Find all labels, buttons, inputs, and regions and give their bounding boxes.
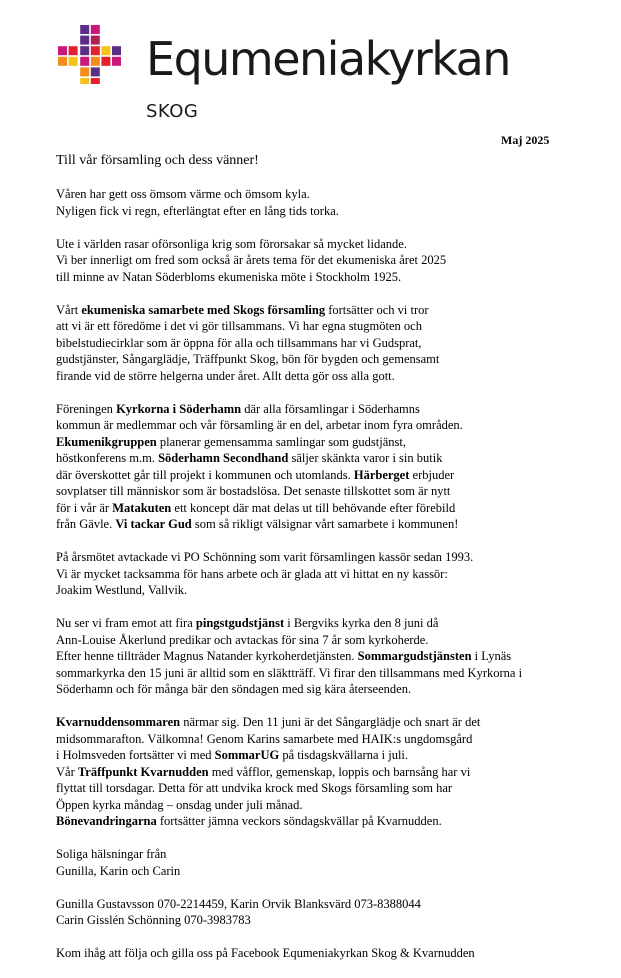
text-line bbox=[56, 351, 616, 368]
letter-body bbox=[56, 186, 616, 978]
text-segment: Carin Gisslén Schönning 070-3983783 bbox=[56, 913, 251, 927]
text-segment: Joakim Westlund, Vallvik. bbox=[56, 583, 188, 597]
text-segment: flyttat till torsdagar. Detta för att undvika krock med Skogs församling som har bbox=[56, 781, 453, 795]
text-segment: närmar sig. Den 11 juni är det Sångarglädje och snart är det bbox=[180, 715, 481, 729]
text-line bbox=[56, 302, 616, 319]
letter-date: Maj 2025 bbox=[501, 133, 550, 147]
text-line bbox=[56, 714, 616, 731]
text-line bbox=[56, 417, 616, 434]
brand-name: Equmeniakyrkan bbox=[146, 32, 510, 86]
logo-square bbox=[91, 67, 100, 76]
text-segment: På årsmötet avtackade vi PO Schönning som varit församlingen kassör sedan 1993. bbox=[56, 550, 474, 564]
text-segment: på tisdagskvällarna i juli. bbox=[279, 748, 409, 762]
text-segment: firande vid de större helgerna under året. Allt detta gör oss alla gott. bbox=[56, 368, 395, 383]
text-segment: planerar gemensamma samlingar som gudstjänst, bbox=[156, 434, 406, 449]
letter-paragraph bbox=[56, 896, 616, 929]
text-line bbox=[56, 665, 616, 682]
text-line bbox=[56, 368, 616, 385]
text-line bbox=[56, 549, 616, 566]
text-line bbox=[56, 516, 616, 533]
text-segment: sovplatser till människor som är bostadslösa. Det senaste tillskottet som är nytt bbox=[56, 484, 451, 498]
text-segment: i Holmsveden fortsätter vi med bbox=[56, 748, 215, 762]
text-segment: Söderhamn och för många bär den söndagen med sig kära återseenden. bbox=[56, 682, 412, 696]
text-line bbox=[56, 780, 616, 797]
logo-square bbox=[80, 46, 89, 55]
text-line bbox=[56, 615, 616, 632]
text-segment: Vi är mycket tacksamma för hans arbete och är glada att vi hittat en ny kassör: bbox=[56, 566, 448, 581]
text-segment: där överskottet går till projekt i kommunen och utomlands. bbox=[56, 467, 354, 482]
text-line bbox=[56, 896, 616, 913]
bold-text: Träffpunkt Kvarnudden bbox=[77, 764, 209, 779]
letter-paragraph bbox=[56, 945, 616, 962]
text-segment: Ann-Louise Åkerlund predikar och avtackas för sina 7 år som kyrkoherde. bbox=[56, 632, 429, 647]
bold-text: Sommargudstjänsten bbox=[357, 649, 472, 663]
bold-text: Matakuten bbox=[112, 500, 172, 515]
text-segment: erbjuder bbox=[409, 467, 455, 482]
letter-paragraph bbox=[56, 549, 616, 599]
text-segment: sommarkyrka den 15 juni är alltid som en släktträff. Vi firar den tillsammans med Kyrkorna i bbox=[56, 665, 523, 680]
text-segment: midsommarafton. Välkomna! Genom Karins samarbete med HAIK:s ungdomsgård bbox=[56, 731, 473, 746]
letter-paragraph bbox=[56, 186, 616, 219]
text-line bbox=[56, 236, 616, 253]
logo-square bbox=[80, 36, 89, 45]
logo-square bbox=[112, 57, 121, 66]
logo-square bbox=[91, 36, 100, 45]
text-segment: för i vår är bbox=[56, 500, 113, 515]
text-line bbox=[56, 434, 616, 451]
text-segment: i Lynäs bbox=[471, 649, 512, 663]
text-segment: som så rikligt välsignar vårt samarbete i kommunen! bbox=[191, 517, 459, 531]
text-segment: Öppen kyrka måndag – onsdag under juli månad. bbox=[56, 797, 303, 812]
text-segment: Föreningen bbox=[56, 401, 117, 416]
text-segment: i Bergviks kyrka den 8 juni då bbox=[284, 616, 439, 630]
logo-square bbox=[58, 46, 67, 55]
logo-square bbox=[91, 25, 100, 34]
letter-paragraph bbox=[56, 302, 616, 385]
text-segment: Vårt bbox=[56, 302, 82, 317]
text-segment: ett koncept där mat delas ut till behövande efter förebild bbox=[171, 500, 456, 515]
bold-text: Kyrkorna i Söderhamn bbox=[116, 401, 242, 416]
text-line bbox=[56, 747, 616, 764]
text-segment: från Gävle. bbox=[56, 517, 116, 531]
text-line bbox=[56, 335, 616, 352]
bold-text: Ekumenikgruppen bbox=[56, 434, 157, 449]
text-segment: Nyligen fick vi regn, efterlängtat efter en lång tids torka. bbox=[56, 203, 339, 218]
text-line bbox=[56, 648, 616, 665]
text-line bbox=[56, 912, 616, 929]
text-line bbox=[56, 483, 616, 500]
text-line bbox=[56, 945, 616, 962]
logo-square bbox=[91, 78, 100, 84]
text-segment: fortsätter och vi tror bbox=[325, 302, 429, 317]
text-segment: Ute i världen rasar oförsonliga krig som förorsakar så mycket lidande. bbox=[56, 236, 407, 251]
text-line bbox=[56, 813, 616, 830]
logo-square bbox=[91, 46, 100, 55]
text-line bbox=[56, 467, 616, 484]
bold-text: ekumeniska samarbete med Skogs församling bbox=[81, 302, 326, 317]
logo-square bbox=[69, 57, 78, 66]
letter-paragraph bbox=[56, 846, 616, 879]
text-line bbox=[56, 846, 616, 863]
text-line bbox=[56, 566, 616, 583]
text-line bbox=[56, 681, 616, 698]
text-line bbox=[56, 863, 616, 880]
bold-text: Härberget bbox=[353, 467, 410, 482]
text-segment: Vi ber innerligt om fred som också är årets tema för det ekumeniska året 2025 bbox=[56, 253, 447, 267]
logo-square bbox=[80, 57, 89, 66]
text-line bbox=[56, 186, 616, 203]
brand-subtitle: SKOG bbox=[146, 101, 199, 122]
text-segment: bibelstudiecirklar som är öppna för alla och tillsammans har vi Gudsprat, bbox=[56, 335, 422, 350]
bold-text: pingstgudstjänst bbox=[195, 616, 285, 630]
logo-square bbox=[101, 57, 110, 66]
logo-square bbox=[91, 57, 100, 66]
text-line bbox=[56, 500, 616, 517]
bold-text: Bönevandringarna bbox=[56, 814, 157, 828]
letter-paragraph bbox=[56, 236, 616, 286]
text-segment: fortsätter jämna veckors söndagskvällar på Kvarnudden. bbox=[156, 814, 442, 828]
text-line bbox=[56, 318, 616, 335]
bold-text: Kvarnuddensommaren bbox=[56, 715, 181, 729]
logo-square bbox=[69, 46, 78, 55]
bold-text: Vi tackar Gud bbox=[115, 517, 192, 531]
text-line bbox=[56, 797, 616, 814]
text-segment: kommun är medlemmar och vår församling är en del, arbetar inom fyra områden. bbox=[56, 418, 463, 432]
logo-square bbox=[80, 25, 89, 34]
text-line bbox=[56, 401, 616, 418]
logo-square bbox=[80, 67, 89, 76]
logo-square bbox=[58, 57, 67, 66]
equmeniakyrkan-cross-logo-icon bbox=[56, 24, 136, 84]
letter-paragraph bbox=[56, 401, 616, 533]
text-segment: säljer skänkta varor i sin butik bbox=[288, 451, 443, 465]
text-segment: gudstjänster, Sångarglädje, Träffpunkt Skog, bön för bygden och gemensamt bbox=[56, 352, 440, 366]
text-line bbox=[56, 632, 616, 649]
letter-paragraph bbox=[56, 714, 616, 830]
bold-text: SommarUG bbox=[214, 748, 280, 762]
logo-square bbox=[80, 78, 89, 84]
text-segment: Gunilla Gustavsson 070-2214459, Karin Orvik Blanksvärd 073-8388044 bbox=[56, 896, 421, 911]
text-line bbox=[56, 269, 616, 286]
text-segment: Kom ihåg att följa och gilla oss på Facebook Equmeniakyrkan Skog & Kvarnudden bbox=[56, 946, 475, 960]
text-segment: att vi är ett föredöme i det vi gör tillsammans. Vi har egna stugmöten och bbox=[56, 319, 422, 333]
text-line bbox=[56, 203, 616, 220]
text-segment: höstkonferens m.m. bbox=[56, 451, 159, 465]
text-segment: där alla församlingar i Söderhamns bbox=[241, 401, 420, 416]
text-segment: Vår bbox=[56, 764, 78, 779]
letter-greeting: Till vår församling och dess vänner! bbox=[56, 153, 259, 168]
letter-paragraph bbox=[56, 615, 616, 698]
text-segment: Soliga hälsningar från bbox=[56, 847, 167, 861]
text-segment: Våren har gett oss ömsom värme och ömsom kyla. bbox=[56, 187, 310, 201]
text-line bbox=[56, 764, 616, 781]
logo-square bbox=[112, 46, 121, 55]
bold-text: Söderhamn Secondhand bbox=[158, 451, 289, 465]
text-line bbox=[56, 731, 616, 748]
text-segment: med våfflor, gemenskap, loppis och barnsång har vi bbox=[208, 764, 471, 779]
text-line bbox=[56, 450, 616, 467]
text-line bbox=[56, 582, 616, 599]
text-segment: Gunilla, Karin och Carin bbox=[56, 863, 181, 878]
text-segment: Nu ser vi fram emot att fira bbox=[56, 616, 196, 630]
logo-square bbox=[101, 46, 110, 55]
text-segment: till minne av Natan Söderbloms ekumeniska möte i Stockholm 1925. bbox=[56, 269, 402, 284]
text-line bbox=[56, 252, 616, 269]
text-segment: Efter henne tillträder Magnus Natander kyrkoherdetjänsten. bbox=[56, 649, 358, 663]
